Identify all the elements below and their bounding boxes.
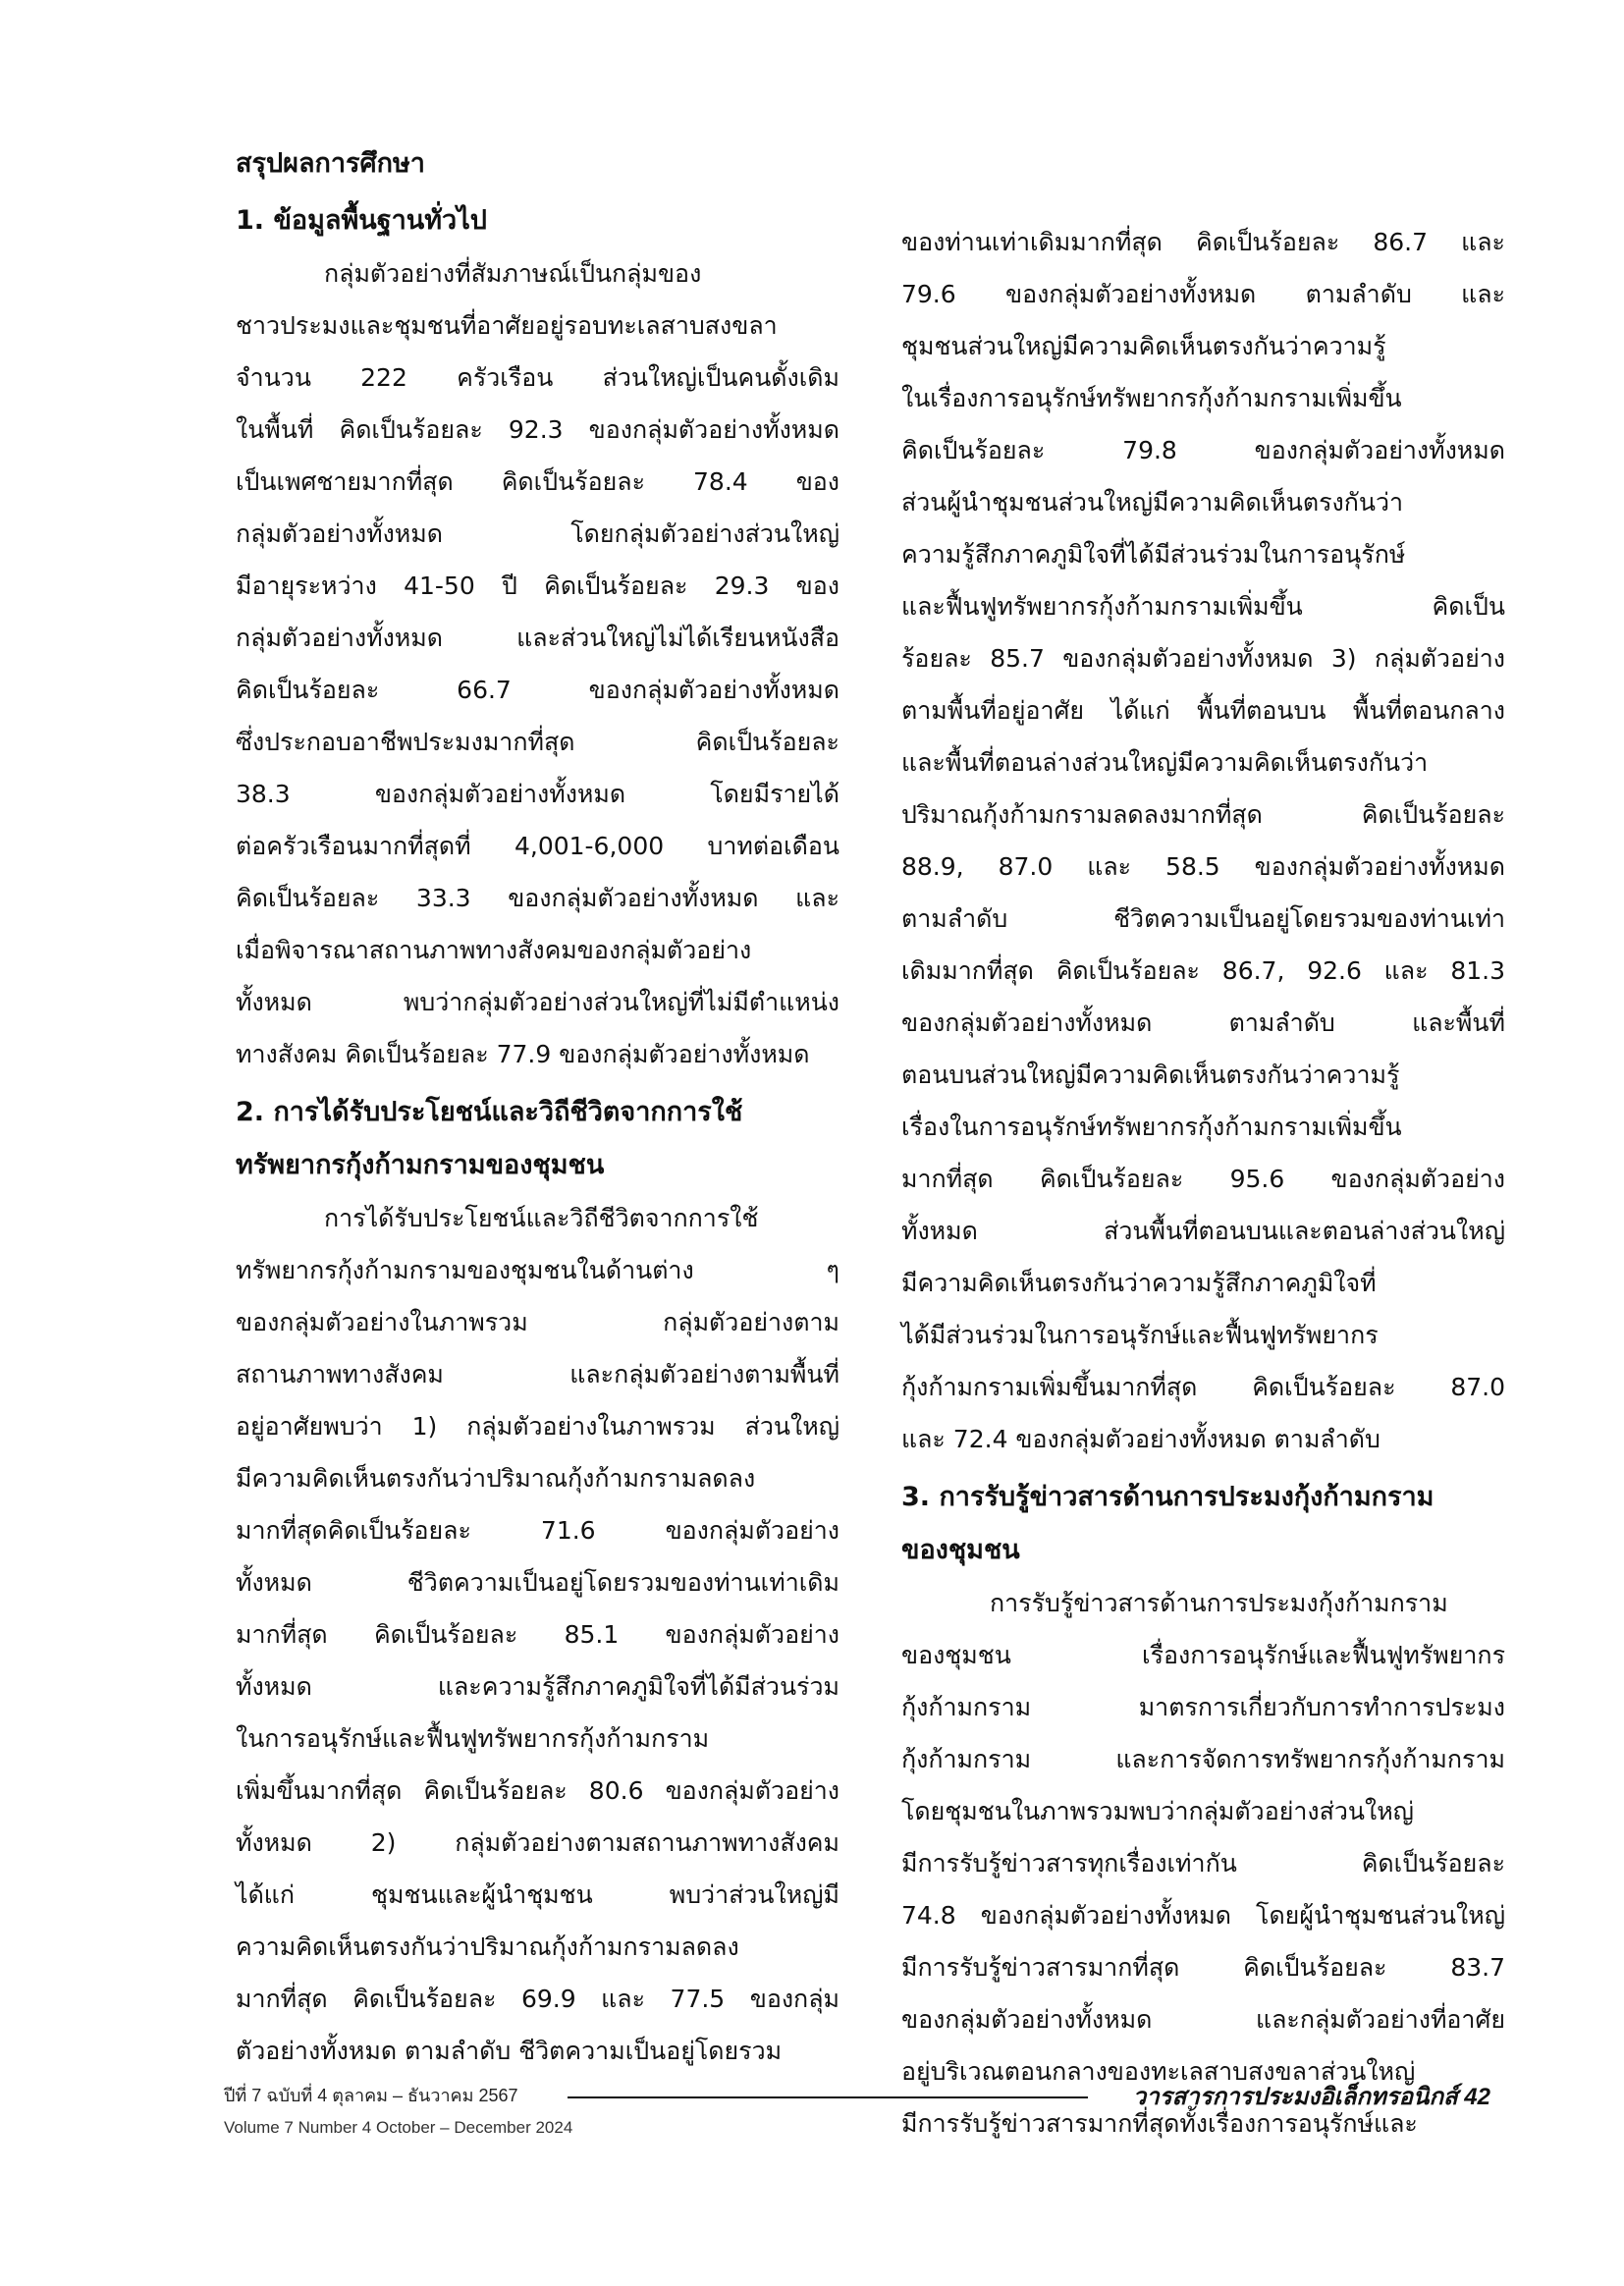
- text-line: อยู่บริเวณตอนกลางของทะเลสาบสงขลาส่วนใหญ่: [901, 2057, 1416, 2086]
- text-line: ความคิดเห็นตรงกันว่าปริมาณกุ้งก้ามกรามลดลง: [236, 1932, 739, 1961]
- text-line: ตามพื้นที่อยู่อาศัย ได้แก่ พื้นที่ตอนบน พื้นที่ตอนกลาง: [901, 696, 1505, 725]
- issue-thai: ปีที่ 7 ฉบับที่ 4 ตุลาคม – ธันวาคม 2567: [224, 2086, 518, 2105]
- text-line: ในการอนุรักษ์และฟื้นฟูทรัพยากรกุ้งก้ามกราม: [236, 1724, 710, 1753]
- text-line: ชุมชนส่วนใหญ่มีความคิดเห็นตรงกันว่าความรู้: [901, 332, 1386, 360]
- text-line: ของกลุ่มตัวอย่างในภาพรวม กลุ่มตัวอย่างตาม: [236, 1308, 839, 1336]
- text-line: ของชุมชน เรื่องการอนุรักษ์และฟื้นฟูทรัพยากร: [901, 1641, 1505, 1669]
- section-3-body: [901, 1577, 1505, 2150]
- text-line: ได้แก่ ชุมชนและผู้นำชุมชน พบว่าส่วนใหญ่มี: [236, 1880, 839, 1909]
- text-line: จำนวน 222 ครัวเรือน ส่วนใหญ่เป็นคนดั้งเดิม: [236, 363, 839, 392]
- text-line: ทรัพยากรกุ้งก้ามกรามของชุมชนในด้านต่าง ๆ: [236, 1256, 839, 1284]
- text-line: เพิ่มขึ้นมากที่สุด คิดเป็นร้อยละ 80.6 ของกลุ่มตัวอย่าง: [236, 1776, 839, 1805]
- text-line: กุ้งก้ามกราม มาตรการเกี่ยวกับการทำการประมง: [901, 1693, 1505, 1721]
- text-line: ตอนบนส่วนใหญ่มีความคิดเห็นตรงกันว่าความรู้: [901, 1061, 1400, 1089]
- text-line: ต่อครัวเรือนมากที่สุดที่ 4,001-6,000 บาทต่อเดือน: [236, 832, 839, 860]
- text-line: เมื่อพิจารณาสถานภาพทางสังคมของกลุ่มตัวอย่าง: [236, 936, 752, 964]
- heading-line: ทรัพยากรกุ้งก้ามกรามของชุมชน: [236, 1150, 605, 1180]
- text-line: ปริมาณกุ้งก้ามกรามลดลงมากที่สุด คิดเป็นร้อยละ: [901, 800, 1505, 829]
- text-line: ได้มีส่วนร่วมในการอนุรักษ์และฟื้นฟูทรัพยากร: [901, 1321, 1379, 1349]
- text-line: มากที่สุด คิดเป็นร้อยละ 69.9 และ 77.5 ของกลุ่ม: [236, 1985, 839, 2013]
- heading-line: ของชุมชน: [901, 1535, 1020, 1565]
- heading-line: 3. การรับรู้ข่าวสารด้านการประมงกุ้งก้ามกราม: [901, 1482, 1435, 1512]
- text-line: มีความคิดเห็นตรงกันว่าปริมาณกุ้งก้ามกรามลดลง: [236, 1464, 756, 1493]
- text-line: ทั้งหมด พบว่ากลุ่มตัวอย่างส่วนใหญ่ที่ไม่มีตำแหน่ง: [236, 988, 839, 1016]
- text-line: ร้อยละ 85.7 ของกลุ่มตัวอย่างทั้งหมด 3) กลุ่มตัวอย่าง: [901, 644, 1505, 673]
- text-line: ของท่านเท่าเดิมมากที่สุด คิดเป็นร้อยละ 86.7 และ: [901, 228, 1505, 256]
- text-line: มากที่สุด คิดเป็นร้อยละ 95.6 ของกลุ่มตัวอย่าง: [901, 1165, 1505, 1193]
- text-line: มากที่สุด คิดเป็นร้อยละ 85.1 ของกลุ่มตัวอย่าง: [236, 1620, 839, 1649]
- text-line: กลุ่มตัวอย่างทั้งหมด โดยกลุ่มตัวอย่างส่วนใหญ่: [236, 519, 839, 548]
- left-column: [236, 137, 839, 2077]
- text-line: อยู่อาศัยพบว่า 1) กลุ่มตัวอย่างในภาพรวม ส่วนใหญ่: [236, 1412, 839, 1441]
- text-line: และ 72.4 ของกลุ่มตัวอย่างทั้งหมด ตามลำดับ: [901, 1425, 1380, 1453]
- text-line: สถานภาพทางสังคม และกลุ่มตัวอย่างตามพื้นที่: [236, 1360, 839, 1388]
- text-line: ทั้งหมด ส่วนพื้นที่ตอนบนและตอนล่างส่วนใหญ่: [901, 1217, 1505, 1245]
- text-line: 88.9, 87.0 และ 58.5 ของกลุ่มตัวอย่างทั้งหมด: [901, 852, 1505, 881]
- text-line: โดยชุมชนในภาพรวมพบว่ากลุ่มตัวอย่างส่วนใหญ่: [901, 1797, 1414, 1825]
- text-line: กุ้งก้ามกราม และการจัดการทรัพยากรกุ้งก้ามกราม: [901, 1745, 1505, 1773]
- text-line: และฟื้นฟูทรัพยากรกุ้งก้ามกรามเพิ่มขึ้น คิดเป็น: [901, 592, 1505, 621]
- text-line: ในเรื่องการอนุรักษ์ทรัพยากรกุ้งก้ามกรามเพิ่มขึ้น: [901, 384, 1402, 412]
- text-line: มากที่สุดคิดเป็นร้อยละ 71.6 ของกลุ่มตัวอย่าง: [236, 1516, 839, 1545]
- text-line: 79.6 ของกลุ่มตัวอย่างทั้งหมด ตามลำดับ และ: [901, 280, 1505, 308]
- text-line: ตามลำดับ ชีวิตความเป็นอยู่โดยรวมของท่านเท่า: [901, 904, 1505, 933]
- text-line: 38.3 ของกลุ่มตัวอย่างทั้งหมด โดยมีรายได้: [236, 780, 839, 808]
- text-line: ตัวอย่างทั้งหมด ตามลำดับ ชีวิตความเป็นอยู่โดยรวม: [236, 2037, 783, 2065]
- summary-heading: สรุปผลการศึกษา: [236, 148, 425, 179]
- text-line: เดิมมากที่สุด คิดเป็นร้อยละ 86.7, 92.6 และ 81.3: [901, 956, 1505, 985]
- text-line: ของกลุ่มตัวอย่างทั้งหมด และกลุ่มตัวอย่างที่อาศัย: [901, 2005, 1505, 2034]
- right-column: [901, 216, 1505, 2150]
- text-line: ทั้งหมด และความรู้สึกภาคภูมิใจที่ได้มีส่วนร่วม: [236, 1672, 839, 1701]
- text-line: ชาวประมงและชุมชนที่อาศัยอยู่รอบทะเลสาบสงขลา: [236, 311, 778, 340]
- heading-line: 2. การได้รับประโยชน์และวิถีชีวิตจากการใช้: [236, 1097, 743, 1127]
- issue-english: Volume 7 Number 4 October – December 2024: [224, 2118, 573, 2137]
- section-2-heading: [236, 1086, 839, 1192]
- journal-title-page-number: วารสารการประมงอิเล็กทรอนิกส์ 42: [1132, 2084, 1490, 2110]
- text-line: มีการรับรู้ข่าวสารมากที่สุดทั้งเรื่องการอนุรักษ์และ: [901, 2109, 1418, 2138]
- text-line: ซึ่งประกอบอาชีพประมงมากที่สุด คิดเป็นร้อยละ: [236, 728, 839, 756]
- text-line: กุ้งก้ามกรามเพิ่มขึ้นมากที่สุด คิดเป็นร้อยละ 87.0: [901, 1373, 1505, 1401]
- text-line: คิดเป็นร้อยละ 79.8 ของกลุ่มตัวอย่างทั้งหมด: [901, 436, 1505, 464]
- text-line: เป็นเพศชายมากที่สุด คิดเป็นร้อยละ 78.4 ของ: [236, 467, 839, 496]
- text-line: เรื่องในการอนุรักษ์ทรัพยากรกุ้งก้ามกรามเพิ่มขึ้น: [901, 1113, 1402, 1141]
- text-line: ส่วนผู้นำชุมชนส่วนใหญ่มีความคิดเห็นตรงกันว่า: [901, 488, 1404, 517]
- text-line: มีความคิดเห็นตรงกันว่าความรู้สึกภาคภูมิใจที่: [901, 1269, 1377, 1297]
- text-line: มีการรับรู้ข่าวสารมากที่สุด คิดเป็นร้อยละ 83.7: [901, 1953, 1505, 1982]
- text-line: ของกลุ่มตัวอย่างทั้งหมด ตามลำดับ และพื้นที่: [901, 1008, 1505, 1037]
- section-1-heading: 1. ข้อมูลพื้นฐานทั่วไป: [236, 205, 487, 236]
- text-line: ในพื้นที่ คิดเป็นร้อยละ 92.3 ของกลุ่มตัวอย่างทั้งหมด: [236, 415, 839, 444]
- text-line: มีอายุระหว่าง 41-50 ปี คิดเป็นร้อยละ 29.3 ของ: [236, 572, 839, 600]
- text-line: คิดเป็นร้อยละ 33.3 ของกลุ่มตัวอย่างทั้งหมด และ: [236, 884, 839, 912]
- text-line: การได้รับประโยชน์และวิถีชีวิตจากการใช้: [324, 1204, 759, 1232]
- text-line: 74.8 ของกลุ่มตัวอย่างทั้งหมด โดยผู้นำชุมชนส่วนใหญ่: [901, 1901, 1505, 1930]
- text-line: กลุ่มตัวอย่างทั้งหมด และส่วนใหญ่ไม่ได้เรียนหนังสือ: [236, 624, 839, 652]
- text-line: การรับรู้ข่าวสารด้านการประมงกุ้งก้ามกราม: [990, 1589, 1448, 1617]
- text-line: ทั้งหมด ชีวิตความเป็นอยู่โดยรวมของท่านเท่าเดิม: [236, 1568, 839, 1597]
- text-line: ทางสังคม คิดเป็นร้อยละ 77.9 ของกลุ่มตัวอย่างทั้งหมด: [236, 1040, 810, 1068]
- text-line: ทั้งหมด 2) กลุ่มตัวอย่างตามสถานภาพทางสังคม: [236, 1828, 839, 1857]
- footer-rule: [568, 2096, 1088, 2098]
- section-1-body: [236, 247, 839, 1080]
- text-line: และพื้นที่ตอนล่างส่วนใหญ่มีความคิดเห็นตรงกันว่า: [901, 748, 1429, 777]
- text-line: ความรู้สึกภาคภูมิใจที่ได้มีส่วนร่วมในการอนุรักษ์: [901, 540, 1406, 569]
- text-line: มีการรับรู้ข่าวสารทุกเรื่องเท่ากัน คิดเป็นร้อยละ: [901, 1849, 1505, 1878]
- text-line: คิดเป็นร้อยละ 66.7 ของกลุ่มตัวอย่างทั้งหมด: [236, 676, 839, 704]
- text-line: กลุ่มตัวอย่างที่สัมภาษณ์เป็นกลุ่มของ: [324, 259, 702, 288]
- section-2-body: [236, 1192, 839, 2077]
- section-2-body-continued: [901, 216, 1505, 1465]
- section-3-heading: [901, 1471, 1505, 1577]
